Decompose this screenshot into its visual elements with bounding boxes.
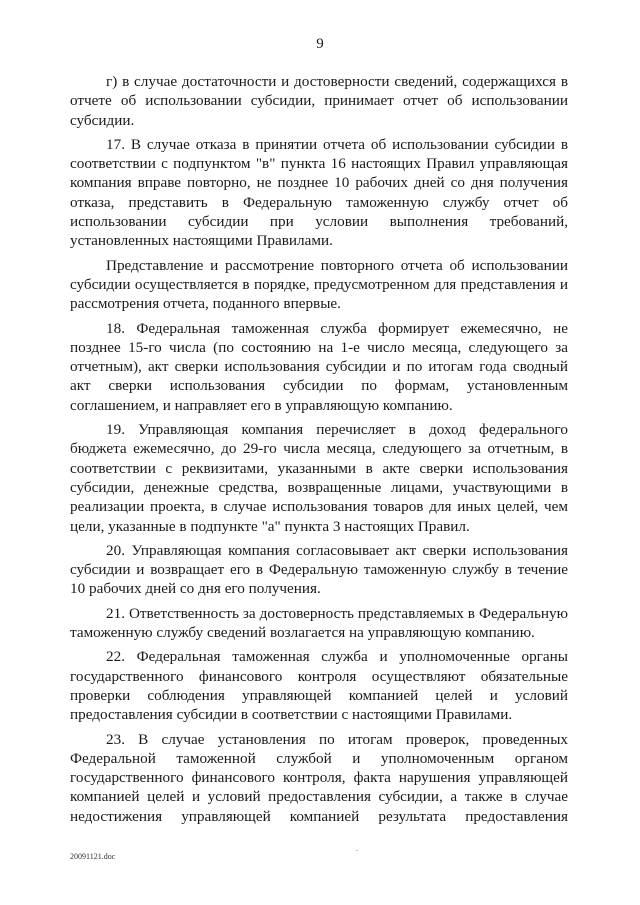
- footer-mark: .: [356, 844, 358, 853]
- page-number: 9: [316, 36, 324, 52]
- paragraph-item-g: г) в случае достаточности и достоверности сведений, содержащихся в отчете об использовании субсидии, принимает отчет об использовании субсидии.: [70, 73, 568, 129]
- paragraph-19: 19. Управляющая компания перечисляет в доход федерального бюджета ежемесячно, до 29-го числа месяца, следующего за отчетным, в соответствии с реквизитами, указанными в акте сверки использования субсидии, денежные средства, возвращенные лицами, участвующими в реализации проекта, в случае использования товаров для иных целей, чем цели, указанные в подпункте "а" пункта 3 настоящих Правил.: [70, 421, 568, 535]
- document-body: [70, 72, 568, 826]
- paragraph-23: 23. В случае установления по итогам проверок, проведенных Федеральной таможенной службой и уполномоченным органом государственного финансового контроля, факта нарушения управляющей компанией целей и условий предоставления субсидии, а также в случае недостижения управляющей компанией результата предоставления: [70, 730, 568, 825]
- paragraph-20: 20. Управляющая компания согласовывает акт сверки использования субсидии и возвращает его в Федеральную таможенную службу в течение 10 рабочих дней со дня его получения.: [70, 541, 568, 598]
- paragraph-17-continuation: Представление и рассмотрение повторного отчета об использовании субсидии осуществляется в порядке, предусмотренном для представления и рассмотрения отчета, поданного впервые.: [70, 256, 568, 313]
- paragraph-22: 22. Федеральная таможенная служба и уполномоченные органы государственного финансового контроля осуществляют обязательные проверки соблюдения управляющей компанией целей и условий предоставления субсидии в соответствии с настоящими Правилами.: [70, 648, 568, 724]
- paragraph-18: 18. Федеральная таможенная служба формирует ежемесячно, не позднее 15-го числа (по состоянию на 1-е число месяца, следующего за отчетным), акт сверки использования субсидии и по итогам года сводный акт сверки использования субсидии по формам, установленным соглашением, и направляет его в управляющую компанию.: [70, 319, 568, 414]
- paragraph-17: 17. В случае отказа в принятии отчета об использовании субсидии в соответствии с подпунктом "в" пункта 16 настоящих Правил управляющая компания вправе повторно, не позднее 10 рабочих дней со дня получения отказа, представить в Федеральную таможенную службу отчет об использовании субсидии при условии выполнения требований, установленных настоящими Правилами.: [70, 135, 568, 250]
- paragraph-21: 21. Ответственность за достоверность представляемых в Федеральную таможенную службу сведений возлагается на управляющую компанию.: [70, 604, 568, 642]
- footer-filename: 20091121.doc: [70, 852, 116, 861]
